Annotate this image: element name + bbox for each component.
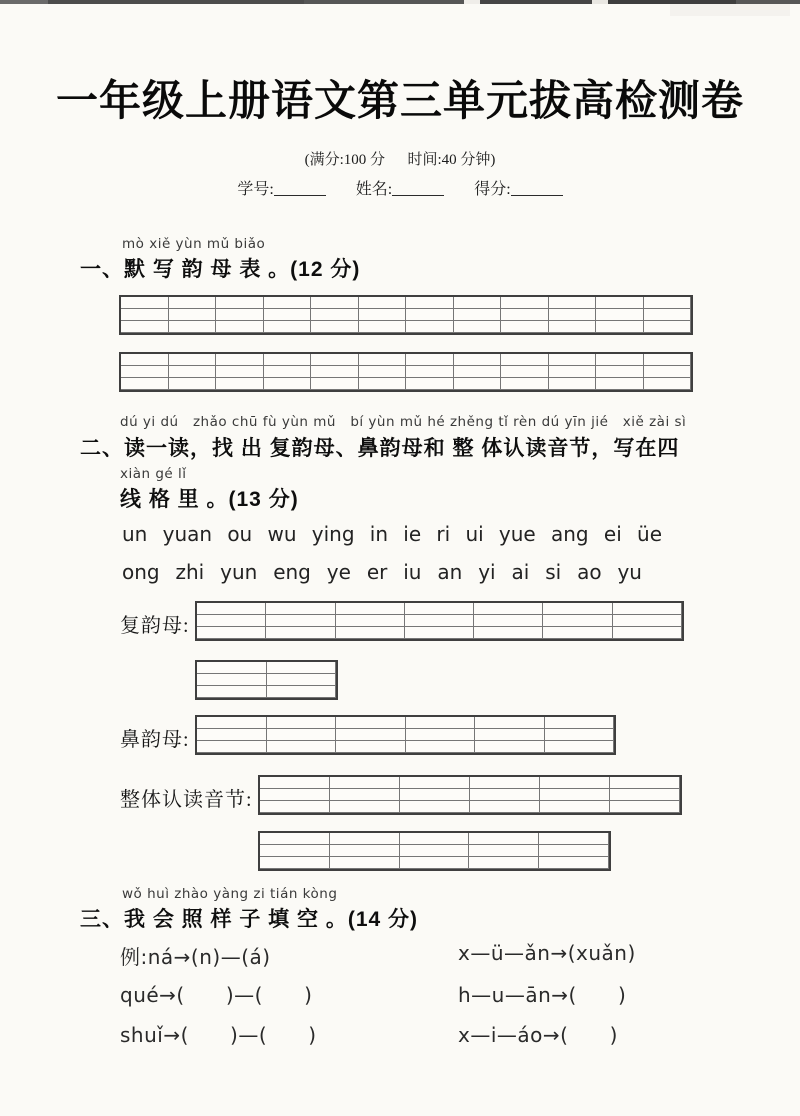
- grid-cell[interactable]: [644, 321, 692, 333]
- syllable: ong: [122, 560, 160, 584]
- grid-cell[interactable]: [266, 627, 335, 639]
- grid-cell[interactable]: [406, 729, 476, 741]
- grid-cell[interactable]: [197, 717, 267, 729]
- grid-cell[interactable]: [400, 777, 470, 789]
- grid-cell[interactable]: [596, 354, 644, 366]
- grid-cell[interactable]: [216, 309, 264, 321]
- grid-cell[interactable]: [267, 686, 337, 698]
- grid-cell[interactable]: [596, 321, 644, 333]
- grid-cell[interactable]: [267, 717, 337, 729]
- grid-cell[interactable]: [644, 309, 692, 321]
- grid-cell[interactable]: [400, 801, 470, 813]
- grid-cell[interactable]: [549, 297, 597, 309]
- fill-item-que[interactable]: qué→( )—( ): [120, 983, 313, 1007]
- grid-cell[interactable]: [264, 309, 312, 321]
- grid-cell[interactable]: [405, 627, 474, 639]
- grid-cell[interactable]: [454, 378, 502, 390]
- grid-cell[interactable]: [359, 321, 407, 333]
- grid-cell[interactable]: [454, 354, 502, 366]
- grid-cell[interactable]: [336, 615, 405, 627]
- grid-cell[interactable]: [549, 354, 597, 366]
- grid-cell[interactable]: [610, 789, 680, 801]
- grid-cell[interactable]: [400, 845, 470, 857]
- fill-item-huan[interactable]: h—u—ān→( ): [458, 983, 627, 1007]
- grid-cell[interactable]: [330, 801, 400, 813]
- syllable: zhi: [175, 560, 205, 584]
- grid-cell[interactable]: [406, 741, 476, 753]
- grid-cell[interactable]: [264, 321, 312, 333]
- grid-cell[interactable]: [267, 729, 337, 741]
- grid-cell[interactable]: [405, 615, 474, 627]
- grid-cell[interactable]: [169, 321, 217, 333]
- grid-cell[interactable]: [644, 297, 692, 309]
- fuyunmu-answer-grid[interactable]: [195, 601, 684, 641]
- syllable: ai: [511, 560, 530, 584]
- grid-cell[interactable]: [470, 801, 540, 813]
- section1-heading: 一、默 写 韵 母 表 。(12 分): [80, 258, 361, 281]
- grid-cell[interactable]: [454, 366, 502, 378]
- section2-heading-line1: 二、读一读，找 出 复韵母、鼻韵母和 整 体认读音节，写在四: [80, 437, 680, 460]
- grid-cell[interactable]: [121, 366, 169, 378]
- grid-cell[interactable]: [336, 729, 406, 741]
- grid-cell[interactable]: [596, 309, 644, 321]
- grid-cell[interactable]: [197, 615, 266, 627]
- grid-cell[interactable]: [405, 603, 474, 615]
- grid-cell[interactable]: [359, 309, 407, 321]
- grid-cell[interactable]: [197, 729, 267, 741]
- zhengti-answer-grid[interactable]: [258, 775, 682, 815]
- section3-pinyin: wǒ huì zhào yàng zi tián kòng: [122, 886, 338, 902]
- fill-item-xiao[interactable]: x—i—áo→( ): [458, 1023, 618, 1047]
- grid-cell[interactable]: [474, 603, 543, 615]
- syllable: yun: [220, 560, 258, 584]
- fill-item-shui[interactable]: shuǐ→( )—( ): [120, 1023, 317, 1047]
- scan-smudge-artifact: [670, 4, 790, 16]
- grid-cell[interactable]: [474, 615, 543, 627]
- grid-cell[interactable]: [311, 321, 359, 333]
- grid-cell[interactable]: [610, 777, 680, 789]
- syllable: ang: [551, 522, 589, 546]
- grid-cell[interactable]: [169, 354, 217, 366]
- student-id-group: [237, 181, 325, 198]
- grid-cell[interactable]: [311, 354, 359, 366]
- syllable: yuan: [162, 522, 213, 546]
- syllable: un: [122, 522, 148, 546]
- grid-cell[interactable]: [260, 777, 330, 789]
- grid-cell[interactable]: [549, 321, 597, 333]
- section3-heading: 三、我 会 照 样 子 填 空 。(14 分): [80, 908, 419, 931]
- section2-pinyin-line2: xiàn gé lǐ: [120, 466, 187, 482]
- fuyunmu-label: 复韵母:: [120, 615, 190, 637]
- grid-cell[interactable]: [121, 354, 169, 366]
- grid-cell[interactable]: [454, 321, 502, 333]
- grid-cell[interactable]: [406, 297, 454, 309]
- grid-cell[interactable]: [469, 833, 539, 845]
- grid-cell[interactable]: [501, 354, 549, 366]
- grid-cell[interactable]: [260, 845, 330, 857]
- exam-meta: (满分:100 分 时间:40 分钟): [304, 152, 496, 168]
- grid-cell[interactable]: [264, 354, 312, 366]
- grid-cell[interactable]: [406, 354, 454, 366]
- student-id-blank[interactable]: [274, 180, 326, 196]
- grid-cell[interactable]: [596, 366, 644, 378]
- grid-cell[interactable]: [197, 674, 267, 686]
- syllable: an: [437, 560, 463, 584]
- grid-cell[interactable]: [610, 801, 680, 813]
- grid-cell[interactable]: [613, 615, 682, 627]
- grid-cell[interactable]: [475, 741, 545, 753]
- grid-cell[interactable]: [169, 378, 217, 390]
- grid-cell[interactable]: [539, 857, 609, 869]
- grid-cell[interactable]: [330, 777, 400, 789]
- grid-cell[interactable]: [330, 789, 400, 801]
- syllable: ui: [465, 522, 484, 546]
- grid-cell[interactable]: [266, 615, 335, 627]
- grid-cell[interactable]: [454, 309, 502, 321]
- grid-cell[interactable]: [121, 321, 169, 333]
- grid-cell[interactable]: [359, 366, 407, 378]
- syllable-row-1: [122, 522, 662, 546]
- grid-cell[interactable]: [469, 845, 539, 857]
- grid-cell[interactable]: [539, 845, 609, 857]
- grid-cell[interactable]: [400, 857, 470, 869]
- syllable: yi: [478, 560, 496, 584]
- fill-example-left: 例:ná→(n)—(á): [120, 945, 271, 969]
- grid-cell[interactable]: [330, 833, 400, 845]
- grid-cell[interactable]: [501, 378, 549, 390]
- grid-cell[interactable]: [169, 297, 217, 309]
- grid-cell[interactable]: [264, 297, 312, 309]
- syllable: ao: [577, 560, 602, 584]
- grid-cell[interactable]: [121, 297, 169, 309]
- pinyin-writing-grid[interactable]: [119, 352, 693, 392]
- grid-cell[interactable]: [216, 321, 264, 333]
- grid-cell[interactable]: [197, 741, 267, 753]
- grid-cell[interactable]: [359, 354, 407, 366]
- grid-cell[interactable]: [260, 801, 330, 813]
- syllable: ei: [603, 522, 622, 546]
- grid-cell[interactable]: [613, 603, 682, 615]
- grid-cell[interactable]: [540, 801, 610, 813]
- grid-cell[interactable]: [549, 309, 597, 321]
- grid-cell[interactable]: [121, 309, 169, 321]
- grid-cell[interactable]: [267, 662, 337, 674]
- grid-cell[interactable]: [216, 378, 264, 390]
- grid-cell[interactable]: [454, 297, 502, 309]
- grid-cell[interactable]: [311, 366, 359, 378]
- grid-cell[interactable]: [540, 777, 610, 789]
- grid-cell[interactable]: [545, 741, 615, 753]
- grid-cell[interactable]: [216, 354, 264, 366]
- grid-cell[interactable]: [169, 309, 217, 321]
- grid-cell[interactable]: [336, 717, 406, 729]
- grid-cell[interactable]: [406, 321, 454, 333]
- syllable: ou: [227, 522, 253, 546]
- syllable: eng: [273, 560, 311, 584]
- syllable: yue: [498, 522, 536, 546]
- grid-cell[interactable]: [406, 717, 476, 729]
- page-title: 一年级上册语文第三单元拔高检测卷: [55, 77, 744, 124]
- syllable: iu: [403, 560, 422, 584]
- student-name-group: [356, 181, 444, 198]
- grid-cell[interactable]: [330, 857, 400, 869]
- grid-cell[interactable]: [539, 833, 609, 845]
- grid-cell[interactable]: [501, 366, 549, 378]
- grid-cell[interactable]: [311, 309, 359, 321]
- syllable: er: [366, 560, 388, 584]
- syllable-row-2: [122, 560, 642, 584]
- grid-cell[interactable]: [596, 297, 644, 309]
- syllable: ie: [403, 522, 422, 546]
- grid-cell[interactable]: [260, 857, 330, 869]
- grid-cell[interactable]: [336, 627, 405, 639]
- syllable: wu: [267, 522, 297, 546]
- grid-cell[interactable]: [311, 297, 359, 309]
- grid-cell[interactable]: [540, 789, 610, 801]
- grid-cell[interactable]: [197, 686, 267, 698]
- grid-cell[interactable]: [543, 603, 612, 615]
- fill-example-right: x—ü—ǎn→(xuǎn): [458, 941, 636, 965]
- syllable: ri: [436, 522, 451, 546]
- syllable: ying: [311, 522, 355, 546]
- score-label: 得分:: [474, 181, 511, 198]
- grid-cell[interactable]: [470, 777, 540, 789]
- grid-cell[interactable]: [197, 662, 267, 674]
- grid-cell[interactable]: [336, 603, 405, 615]
- grid-cell[interactable]: [216, 366, 264, 378]
- score-blank[interactable]: [511, 180, 563, 196]
- grid-cell[interactable]: [260, 833, 330, 845]
- grid-cell[interactable]: [359, 297, 407, 309]
- student-name-label: 姓名:: [355, 181, 393, 198]
- grid-cell[interactable]: [549, 366, 597, 378]
- grid-cell[interactable]: [545, 717, 615, 729]
- fuyunmu-answer-grid-extra[interactable]: [195, 660, 338, 700]
- grid-cell[interactable]: [336, 741, 406, 753]
- biyunmu-label: 鼻韵母:: [120, 729, 190, 751]
- grid-cell[interactable]: [216, 297, 264, 309]
- grid-cell[interactable]: [501, 297, 549, 309]
- grid-cell[interactable]: [121, 378, 169, 390]
- grid-cell[interactable]: [475, 717, 545, 729]
- grid-cell[interactable]: [311, 378, 359, 390]
- grid-cell[interactable]: [596, 378, 644, 390]
- grid-cell[interactable]: [264, 366, 312, 378]
- grid-cell[interactable]: [644, 354, 692, 366]
- grid-cell[interactable]: [474, 627, 543, 639]
- grid-cell[interactable]: [501, 309, 549, 321]
- grid-cell[interactable]: [260, 789, 330, 801]
- grid-cell[interactable]: [545, 729, 615, 741]
- grid-cell[interactable]: [400, 833, 470, 845]
- grid-cell[interactable]: [406, 366, 454, 378]
- biyunmu-answer-grid[interactable]: [195, 715, 616, 755]
- grid-cell[interactable]: [197, 627, 266, 639]
- grid-cell[interactable]: [469, 857, 539, 869]
- zhengti-answer-grid-extra[interactable]: [258, 831, 611, 871]
- grid-cell[interactable]: [267, 674, 337, 686]
- grid-cell[interactable]: [470, 789, 540, 801]
- section2-heading-line2: 线 格 里 。(13 分): [120, 488, 299, 511]
- grid-cell[interactable]: [169, 366, 217, 378]
- grid-cell[interactable]: [543, 615, 612, 627]
- grid-cell[interactable]: [644, 378, 692, 390]
- grid-cell[interactable]: [359, 378, 407, 390]
- grid-cell[interactable]: [549, 378, 597, 390]
- grid-cell[interactable]: [267, 741, 337, 753]
- grid-cell[interactable]: [475, 729, 545, 741]
- syllable: in: [369, 522, 389, 546]
- grid-cell[interactable]: [264, 378, 312, 390]
- syllable: ye: [326, 560, 351, 584]
- pinyin-writing-grid[interactable]: [119, 295, 693, 335]
- grid-cell[interactable]: [406, 378, 454, 390]
- grid-cell[interactable]: [613, 627, 682, 639]
- section1-pinyin: mò xiě yùn mǔ biǎo: [122, 236, 266, 252]
- zhengti-label: 整体认读音节:: [120, 789, 253, 811]
- grid-cell[interactable]: [644, 366, 692, 378]
- student-info-row: [0, 176, 800, 199]
- student-name-blank[interactable]: [392, 180, 444, 196]
- section2-pinyin-line1: dú yi dú zhǎo chū fù yùn mǔ bí yùn mǔ hé zhěng tǐ rèn dú yīn jié xiě zài sì: [120, 414, 687, 430]
- grid-cell[interactable]: [406, 309, 454, 321]
- grid-cell[interactable]: [501, 321, 549, 333]
- syllable: si: [545, 560, 562, 584]
- grid-cell[interactable]: [197, 603, 266, 615]
- grid-cell[interactable]: [266, 603, 335, 615]
- score-group: [474, 181, 562, 198]
- grid-cell[interactable]: [400, 789, 470, 801]
- syllable: üe: [637, 522, 662, 546]
- student-id-label: 学号:: [237, 181, 274, 198]
- grid-cell[interactable]: [330, 845, 400, 857]
- grid-cell[interactable]: [543, 627, 612, 639]
- syllable: yu: [617, 560, 642, 584]
